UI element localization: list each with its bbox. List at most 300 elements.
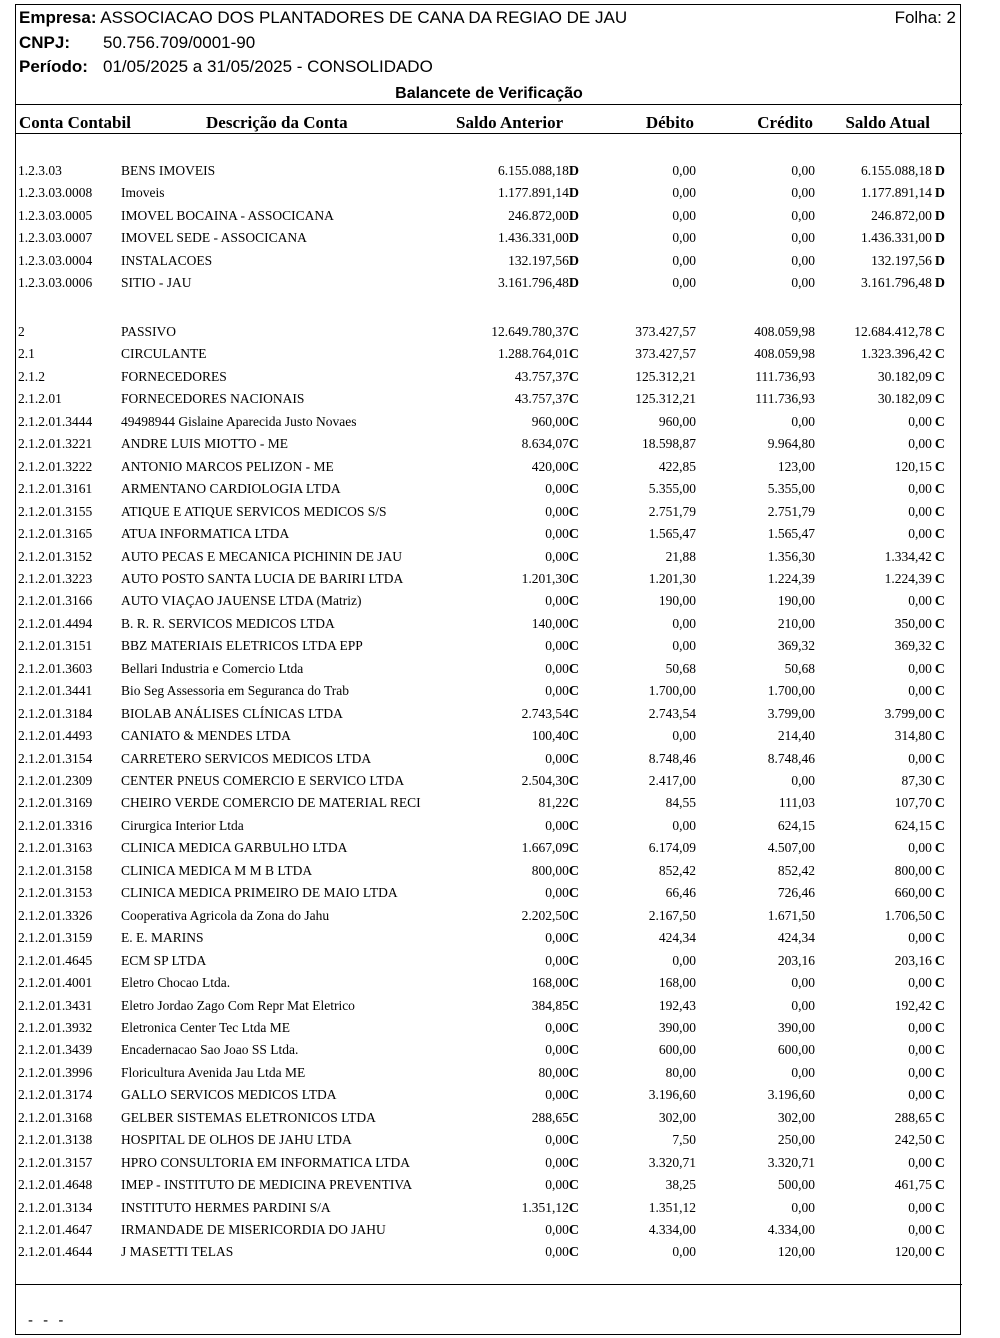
balance-nature-flag: C (568, 594, 579, 610)
debit-value-value: 1.351,12 (648, 1199, 696, 1215)
footer-marks: - - - (28, 1312, 67, 1329)
account-description (121, 1129, 352, 1151)
balance-nature-flag: C (568, 482, 579, 498)
previous-balance (545, 546, 579, 569)
credit-value (778, 1039, 815, 1061)
credit-value-value: 1.671,50 (767, 907, 815, 923)
previous-balance (522, 837, 579, 860)
credit-value (768, 433, 815, 455)
debit-value (672, 227, 696, 249)
balance-nature-flag: C (934, 774, 945, 789)
balance-nature-flag: C (934, 369, 945, 385)
account-description (121, 388, 304, 410)
previous-balance (545, 1129, 579, 1152)
account-description (121, 792, 421, 814)
account-description (121, 860, 312, 882)
table-row (16, 882, 962, 904)
debit-value (649, 1152, 696, 1174)
previous-balance-value: 2.743,54 (521, 705, 569, 721)
previous-balance (545, 950, 579, 973)
previous-balance (545, 1241, 579, 1264)
previous-balance-value: 1.177.891,14 (498, 185, 569, 201)
debit-value (649, 703, 696, 725)
debit-value-value: 0,00 (672, 817, 696, 833)
previous-balance (491, 321, 579, 344)
current-balance (885, 905, 945, 928)
credit-value (778, 815, 815, 837)
account-description-value: CLINICA MEDICA GARBULHO LTDA (121, 840, 348, 856)
previous-balance (545, 478, 579, 501)
credit-value-value: 210,00 (777, 615, 815, 631)
current-balance (895, 815, 945, 838)
previous-balance (532, 613, 579, 636)
account-code (18, 1084, 92, 1106)
debit-value-value: 0,00 (672, 1244, 696, 1260)
account-description (121, 456, 334, 478)
credit-value-value: 0,00 (791, 185, 815, 201)
debit-value-value: 80,00 (665, 1064, 696, 1080)
balance-nature-flag: C (934, 818, 945, 834)
debit-value-value: 50,68 (665, 660, 696, 676)
balance-nature-flag: D (934, 231, 945, 247)
credit-value-value: 111.736,93 (755, 391, 815, 407)
account-description-value: Cooperativa Agricola da Zona do Jahu (121, 907, 330, 923)
account-description-value: Cirurgica Interior Ltda (121, 817, 244, 833)
current-balance-value: 242,50 (894, 1132, 932, 1148)
credit-value-value: 852,42 (777, 862, 815, 878)
debit-value (649, 501, 696, 523)
table-row (16, 905, 962, 927)
previous-balance (532, 456, 579, 479)
account-code-value: 2.1.2.01.3166 (18, 593, 93, 609)
current-balance-value: 624,15 (894, 817, 932, 833)
table-row (16, 972, 962, 994)
balance-nature-flag: C (568, 459, 579, 475)
previous-balance (545, 1152, 579, 1175)
company-name: ASSOCIACAO DOS PLANTADORES DE CANA DA REGIAO DE JAU (100, 8, 628, 27)
current-balance (908, 501, 945, 524)
previous-balance-value: 0,00 (545, 593, 569, 609)
balance-nature-flag: C (568, 1178, 579, 1194)
balance-nature-flag: C (568, 998, 579, 1014)
previous-balance-value: 288,65 (531, 1109, 569, 1125)
table-row (16, 1107, 962, 1129)
balance-nature-flag: C (934, 863, 945, 879)
current-balance-value: 1.436.331,00 (861, 230, 932, 246)
current-balance (908, 1197, 945, 1220)
debit-value-value: 0,00 (672, 275, 696, 291)
account-code (18, 433, 92, 455)
account-description-value: FORNECEDORES NACIONAIS (121, 391, 305, 407)
balance-nature-flag: D (934, 208, 945, 224)
account-code-value: 2.1.2.01.4645 (18, 952, 93, 968)
balance-nature-flag: D (568, 186, 579, 202)
credit-value-value: 0,00 (791, 163, 815, 178)
credit-value-value: 0,00 (791, 773, 815, 788)
current-balance-value: 0,00 (908, 660, 932, 676)
previous-balance (545, 680, 579, 703)
debit-value (666, 882, 696, 904)
balance-nature-flag: C (568, 863, 579, 879)
account-description-value: ARMENTANO CARDIOLOGIA LTDA (121, 481, 341, 497)
credit-value (778, 927, 815, 949)
current-balance-value: 120,00 (894, 1244, 932, 1260)
credit-value (768, 1152, 815, 1174)
account-description-value: IMOVEL BOCAINA - ASSOCICANA (121, 207, 334, 223)
current-balance (885, 546, 945, 569)
account-description-value: J MASETTI TELAS (121, 1244, 234, 1260)
account-description (121, 1197, 331, 1219)
balance-nature-flag: C (934, 1088, 945, 1104)
previous-balance-value: 960,00 (531, 413, 569, 429)
debit-value-value: 125.312,21 (635, 368, 696, 384)
credit-value-value: 250,00 (777, 1132, 815, 1148)
account-description-value: INSTITUTO HERMES PARDINI S/A (121, 1199, 331, 1215)
account-code (18, 995, 92, 1017)
credit-value-value: 1.224,39 (767, 570, 815, 586)
account-code (18, 972, 92, 994)
current-balance-value: 0,00 (908, 1154, 932, 1170)
current-balance (895, 950, 945, 973)
previous-balance (545, 658, 579, 681)
previous-balance (545, 523, 579, 546)
table-row (16, 182, 962, 204)
previous-balance (498, 227, 579, 250)
balance-nature-flag: C (568, 369, 579, 385)
debit-value-value: 66,46 (665, 885, 696, 901)
account-description-value: Eletro Jordao Zago Com Repr Mat Eletrico (121, 997, 355, 1013)
balance-nature-flag: C (568, 1133, 579, 1149)
credit-value-value: 1.565,47 (767, 526, 815, 542)
balance-nature-flag: C (934, 1133, 945, 1149)
debit-value-value: 84,55 (665, 795, 696, 811)
debit-value (659, 456, 696, 478)
account-code (18, 950, 92, 972)
balance-nature-flag: C (934, 1245, 945, 1261)
account-code (18, 815, 92, 837)
previous-balance-value: 0,00 (545, 952, 569, 968)
previous-balance (522, 770, 579, 793)
previous-balance-value: 0,00 (545, 1042, 569, 1058)
balance-nature-flag: C (934, 482, 945, 498)
debit-value (649, 837, 696, 859)
table-row (16, 950, 962, 972)
previous-balance-value: 168,00 (531, 975, 569, 991)
balance-nature-flag: C (934, 616, 945, 632)
credit-value-value: 123,00 (777, 458, 815, 474)
previous-balance-value: 43.757,37 (514, 391, 569, 407)
table-row (16, 1241, 962, 1263)
account-description (121, 411, 356, 433)
previous-balance-value: 0,00 (545, 660, 569, 676)
debit-value-value: 168,00 (658, 975, 696, 991)
table-row (16, 1152, 962, 1174)
balance-nature-flag: C (568, 414, 579, 430)
balance-nature-flag: C (934, 1020, 945, 1036)
account-code-value: 2.1.2.01.3157 (18, 1154, 93, 1170)
credit-value-value: 50,68 (784, 660, 815, 676)
debit-value (649, 1197, 696, 1219)
account-code-value: 1.2.3.03 (18, 163, 62, 178)
account-code-value: 2.1.2.01.3223 (18, 570, 93, 586)
previous-balance (515, 388, 579, 411)
balance-nature-flag: C (568, 504, 579, 520)
account-code (18, 792, 92, 814)
account-code-value: 2.1.2.01.3168 (18, 1109, 93, 1125)
debit-value (672, 950, 696, 972)
balance-nature-flag: D (568, 276, 579, 292)
credit-value-value: 0,00 (791, 275, 815, 291)
current-balance (895, 1241, 945, 1264)
credit-value (791, 411, 815, 433)
previous-balance-value: 0,00 (545, 1019, 569, 1035)
account-description (121, 182, 165, 204)
debit-value (659, 411, 696, 433)
current-balance-value: 3.799,00 (884, 705, 932, 721)
previous-balance-value: 0,00 (545, 1222, 569, 1237)
credit-value (768, 546, 815, 568)
table-row (16, 205, 962, 227)
account-code (18, 456, 92, 478)
balance-nature-flag: C (934, 1223, 945, 1238)
page-number: Folha: 2 (894, 8, 956, 27)
report-frame (15, 4, 961, 1335)
account-description-value: AUTO PECAS E MECANICA PICHININ DE JAU (121, 548, 403, 564)
credit-value (778, 882, 815, 904)
current-balance (908, 1219, 945, 1242)
account-description (121, 995, 355, 1017)
account-description (121, 1174, 412, 1196)
current-balance (895, 725, 945, 748)
credit-value-value: 203,16 (777, 952, 815, 968)
current-balance-value: 0,00 (908, 593, 932, 609)
account-code (18, 1129, 92, 1151)
current-balance-value: 0,00 (908, 1087, 932, 1103)
current-balance-value: 0,00 (908, 526, 932, 542)
balance-nature-flag: C (568, 706, 579, 722)
credit-value-value: 726,46 (777, 885, 815, 901)
previous-balance (545, 927, 579, 950)
debit-value-value: 2.417,00 (648, 773, 696, 788)
credit-value-value: 390,00 (777, 1019, 815, 1035)
account-code (18, 501, 92, 523)
debit-value-value: 390,00 (658, 1019, 696, 1035)
account-description (121, 680, 349, 702)
account-description (121, 882, 398, 904)
previous-balance (539, 792, 580, 815)
balance-nature-flag: C (934, 594, 945, 610)
current-balance (908, 1062, 945, 1085)
current-balance-value: 0,00 (908, 413, 932, 429)
debit-value-value: 600,00 (658, 1042, 696, 1058)
credit-value (755, 366, 815, 388)
account-description (121, 433, 288, 455)
account-description-value: ANDRE LUIS MIOTTO - ME (121, 436, 288, 452)
current-balance-value: 30.182,09 (877, 391, 932, 407)
previous-balance (532, 995, 579, 1018)
credit-value-value: 0,00 (791, 975, 815, 991)
previous-balance (545, 1219, 579, 1242)
debit-value-value: 2.743,54 (648, 705, 696, 721)
balance-nature-flag: C (568, 1155, 579, 1171)
account-description-value: CANIATO & MENDES LTDA (121, 728, 291, 744)
previous-balance (498, 343, 579, 366)
debit-value-value: 373.427,57 (635, 324, 696, 339)
account-code-value: 1.2.3.03.0005 (18, 207, 93, 223)
account-description (121, 950, 206, 972)
credit-value (778, 1107, 815, 1129)
col-debito: Débito (645, 113, 694, 132)
debit-value-value: 4.334,00 (648, 1222, 696, 1237)
table-row (16, 1197, 962, 1219)
credit-value-value: 3.196,60 (767, 1087, 815, 1103)
account-code (18, 658, 92, 680)
table-row (16, 568, 962, 590)
account-description-value: Bio Seg Assessoria em Seguranca do Trab (121, 683, 349, 699)
previous-balance-value: 8.634,07 (521, 436, 569, 452)
current-balance (871, 205, 945, 228)
previous-balance-value: 800,00 (531, 862, 569, 878)
account-code (18, 160, 62, 182)
debit-value-value: 1.565,47 (648, 526, 696, 542)
previous-balance-value: 100,40 (531, 728, 569, 744)
credit-value (791, 972, 815, 994)
debit-value-value: 18.598,87 (642, 436, 696, 452)
current-balance (908, 1039, 945, 1062)
balance-nature-flag: D (934, 253, 945, 269)
credit-value (778, 635, 815, 657)
account-code-value: 2.1.2.01.3165 (18, 526, 93, 542)
account-description (121, 160, 215, 182)
balance-nature-flag: C (568, 527, 579, 543)
table-row (16, 1174, 962, 1196)
account-code-value: 2.1.2.01.4494 (18, 615, 93, 631)
balance-nature-flag: C (568, 1223, 579, 1238)
previous-balance (545, 590, 579, 613)
account-code-value: 2.1.2.01.2309 (18, 773, 93, 788)
account-description-value: Eletro Chocao Ltda. (121, 975, 231, 991)
balance-nature-flag: C (934, 931, 945, 947)
account-code (18, 1219, 92, 1241)
divider-top (16, 104, 962, 105)
debit-value (672, 635, 696, 657)
account-code-value: 1.2.3.03.0008 (18, 185, 93, 201)
table-row (16, 478, 962, 500)
account-code (18, 860, 92, 882)
previous-balance (508, 205, 579, 228)
previous-balance-value: 0,00 (545, 548, 569, 564)
previous-balance-value: 0,00 (545, 526, 569, 542)
balance-nature-flag: C (568, 437, 579, 453)
credit-value (791, 995, 815, 1017)
current-balance-value: 1.334,42 (884, 548, 932, 564)
current-balance-value: 0,00 (908, 930, 932, 946)
balance-nature-flag: C (934, 661, 945, 677)
current-balance-value: 0,00 (908, 683, 932, 699)
period-value: 01/05/2025 a 31/05/2025 - CONSOLIDADO (103, 57, 433, 76)
table-row (16, 860, 962, 882)
balance-nature-flag: D (568, 231, 579, 247)
current-balance (895, 792, 945, 815)
current-balance-value: 461,75 (894, 1177, 932, 1193)
cnpj-label: CNPJ: (19, 33, 71, 52)
company-line (19, 8, 627, 28)
current-balance (861, 227, 945, 250)
account-code-value: 2.1.2.01.3996 (18, 1064, 93, 1080)
account-code-value: 2.1.2.01.3316 (18, 817, 93, 833)
credit-value (778, 1129, 815, 1151)
account-description-value: ATIQUE E ATIQUE SERVICOS MEDICOS S/S (121, 503, 387, 519)
previous-balance-value: 384,85 (531, 997, 569, 1013)
current-balance (908, 680, 945, 703)
account-description (121, 321, 176, 343)
balance-nature-flag: C (568, 325, 579, 340)
account-description (121, 770, 404, 792)
account-code (18, 343, 35, 365)
credit-value-value: 190,00 (777, 593, 815, 609)
account-code-value: 2.1.2.01.3138 (18, 1132, 93, 1148)
credit-value (779, 792, 815, 814)
balance-nature-flag: C (568, 818, 579, 834)
previous-balance-value: 0,00 (545, 638, 569, 654)
debit-value-value: 422,85 (658, 458, 696, 474)
current-balance (895, 1129, 945, 1152)
previous-balance-value: 12.649.780,37 (491, 324, 569, 339)
table-row (16, 160, 962, 182)
period-label-wrap (19, 57, 88, 77)
account-code-value: 2.1.2.01.3932 (18, 1019, 93, 1035)
account-code (18, 590, 92, 612)
account-code (18, 546, 92, 568)
previous-balance (498, 160, 579, 183)
balance-nature-flag: C (934, 908, 945, 924)
balance-nature-flag: C (934, 729, 945, 745)
credit-value (791, 205, 815, 227)
credit-value (785, 658, 815, 680)
credit-value-value: 0,00 (791, 997, 815, 1013)
table-row (16, 501, 962, 523)
current-balance (895, 1174, 945, 1197)
account-description (121, 613, 335, 635)
credit-value-value: 600,00 (777, 1042, 815, 1058)
credit-value-value: 302,00 (777, 1109, 815, 1125)
current-balance-value: 1.706,50 (884, 907, 932, 923)
current-balance (854, 321, 945, 344)
balance-nature-flag: D (934, 164, 945, 179)
table-row (16, 456, 962, 478)
account-code-value: 2.1.2.01.3439 (18, 1042, 93, 1058)
previous-balance-value: 1.667,09 (521, 840, 569, 856)
previous-balance-value: 132.197,56 (508, 252, 569, 268)
balance-nature-flag: C (934, 976, 945, 992)
account-description-value: IMEP - INSTITUTO DE MEDICINA PREVENTIVA (121, 1177, 413, 1193)
account-description (121, 501, 387, 523)
debit-value-value: 38,25 (665, 1177, 696, 1193)
balance-nature-flag: C (934, 706, 945, 722)
cnpj-value: 50.756.709/0001-90 (103, 33, 256, 52)
current-balance-value: 192,42 (894, 997, 932, 1013)
previous-balance-value: 43.757,37 (514, 368, 569, 384)
balance-nature-flag: C (568, 774, 579, 789)
table-row (16, 523, 962, 545)
balance-nature-flag: C (568, 1245, 579, 1261)
credit-value (778, 860, 815, 882)
account-code-value: 2.1.2.01.4493 (18, 728, 93, 744)
debit-value (672, 1241, 696, 1263)
account-description-value: PASSIVO (121, 324, 177, 339)
balance-nature-flag: C (568, 1065, 579, 1081)
previous-balance (498, 182, 579, 205)
